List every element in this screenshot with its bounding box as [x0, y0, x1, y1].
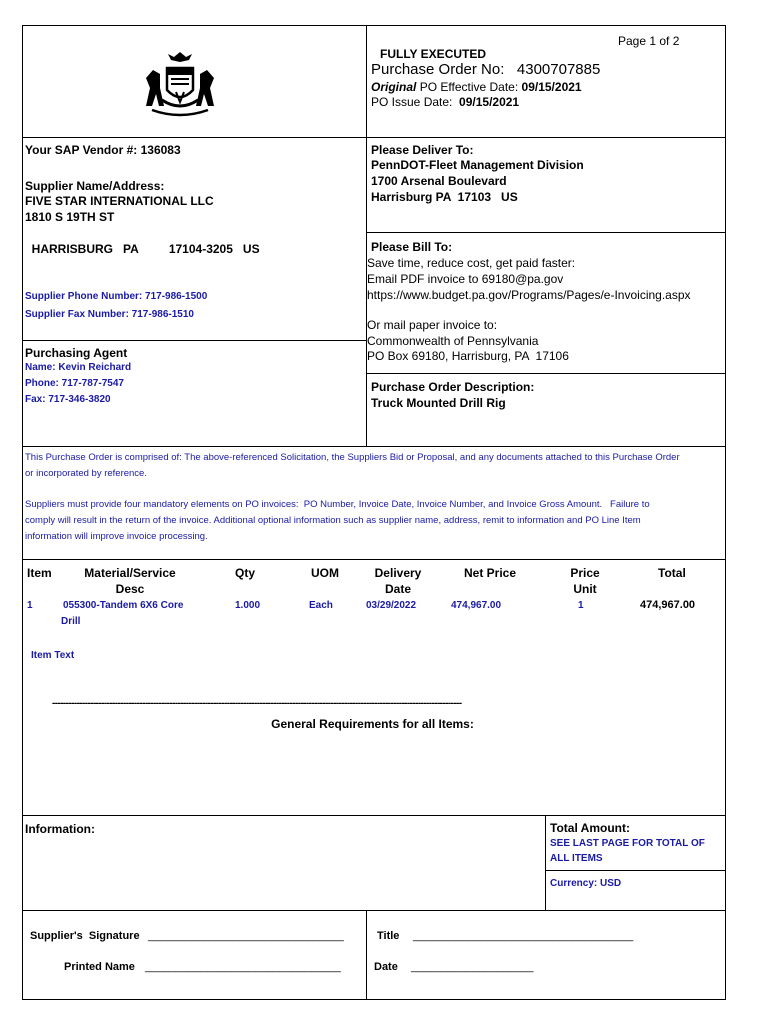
bill-heading: Please Bill To: [371, 240, 453, 254]
bill-einvoicing-url: https://www.budget.pa.gov/Programs/Pages/e-Invoicing.aspx [367, 288, 691, 302]
issue-date-label: PO Issue Date: [371, 95, 453, 109]
notice-para1-line1: This Purchase Order is comprised of: The above-referenced Solicitation, the Suppliers Bid or Proposal, and any documents attached to this Purchase Order [25, 452, 680, 463]
deliver-line-3: Harrisburg PA 17103 US [371, 190, 518, 204]
header-divider [366, 25, 367, 137]
row-price-unit: 1 [578, 600, 584, 611]
total-amount-label: Total Amount: [550, 821, 630, 835]
title-field[interactable]: ____________________________________ [413, 930, 634, 942]
col-header-net-price: Net Price [464, 566, 517, 580]
bill-line-1: Save time, reduce cost, get paid faster: [367, 256, 576, 270]
supplier-city-line [25, 225, 260, 257]
row-item: 1 [27, 600, 33, 611]
supplier-signature-label: Supplier's Signature [30, 930, 140, 942]
date-field[interactable]: ____________________ [411, 961, 534, 973]
col-header-material [60, 565, 200, 597]
outer-border-left [22, 25, 23, 1000]
effective-date-label: PO Effective Date: [419, 80, 519, 94]
title-label: Title [377, 930, 400, 942]
dashed-separator: ------------------------------------------------------------------------------------------------------------------------------------------------------ [52, 698, 462, 709]
total-note-line2: ALL ITEMS [550, 853, 603, 864]
supplier-signature-field[interactable]: ________________________________ [148, 930, 344, 942]
signature-top-line [22, 910, 726, 911]
agent-name: Name: Kevin Reichard [25, 362, 132, 373]
sap-vendor-label: Your SAP Vendor #: [25, 143, 138, 157]
row-delivery-date: 03/29/2022 [366, 600, 417, 611]
description-top-line [366, 373, 726, 374]
col-header-price-unit-line2: Unit [573, 582, 597, 596]
sap-vendor-line [25, 142, 181, 158]
supplier-label: Supplier Name/Address: [25, 179, 165, 193]
status-label: FULLY EXECUTED [380, 47, 487, 61]
row-total: 474,967.00 [640, 599, 696, 611]
row-net-price: 474,967.00 [451, 600, 502, 611]
total-note-line1: SEE LAST PAGE FOR TOTAL OF [550, 838, 705, 849]
item-text-label: Item Text [31, 650, 75, 661]
outer-border-top [22, 25, 726, 26]
supplier-country: US [242, 242, 260, 256]
purchase-order-number-line [371, 60, 600, 80]
agent-heading: Purchasing Agent [25, 346, 128, 360]
currency-top-line [545, 870, 726, 871]
supplier-zip: 17104-3205 [168, 242, 233, 256]
outer-border-right [725, 25, 726, 1000]
pennsylvania-coat-of-arms-seal [140, 48, 220, 120]
agent-phone: Phone: 717-787-7547 [25, 378, 124, 389]
deliver-heading: Please Deliver To: [371, 143, 474, 157]
deliver-bill-divider [366, 232, 726, 233]
signature-divider [366, 910, 367, 1000]
outer-border-bottom [22, 999, 726, 1000]
table-top-line [22, 559, 726, 560]
deliver-line-1: PennDOT-Fleet Management Division [371, 158, 584, 172]
general-requirements-heading: General Requirements for all Items: [271, 717, 474, 731]
supplier-fax: Supplier Fax Number: 717-986-1510 [25, 309, 194, 320]
page-number: Page 1 of 2 [618, 34, 680, 48]
information-label: Information: [25, 822, 95, 836]
po-number-label: Purchase Order No: [371, 61, 505, 78]
col-header-material-line1: Material/Service [84, 566, 176, 580]
col-header-qty: Qty [235, 566, 256, 580]
agent-top-line [22, 340, 367, 341]
notice-para2-line1: Suppliers must provide four mandatory elements on PO invoices: PO Number, Invoice Date, Invoice Number, and Invoice Gross Amount. Failure to [25, 499, 650, 510]
col-header-material-line2: Desc [115, 582, 145, 596]
supplier-name: FIVE STAR INTERNATIONAL LLC [25, 194, 214, 208]
effective-prefix: Original [371, 80, 417, 94]
description-heading: Purchase Order Description: [371, 380, 535, 394]
supplier-city: HARRISBURG [31, 242, 114, 256]
deliver-line-2: 1700 Arsenal Boulevard [371, 174, 507, 188]
po-effective-date-line [371, 79, 582, 95]
col-header-delivery [362, 565, 434, 597]
col-header-total: Total [658, 566, 686, 580]
notice-para2-line2: comply will result in the return of the invoice. Additional optional information such as supplier name, address, remit to information and PO Line Item [25, 515, 641, 526]
description-value: Truck Mounted Drill Rig [371, 396, 506, 410]
bill-line-4: Or mail paper invoice to: [367, 318, 498, 332]
effective-date-value: 09/15/2021 [521, 80, 582, 94]
col-header-price-unit [555, 565, 615, 597]
bill-line-6: PO Box 69180, Harrisburg, PA 17106 [367, 349, 569, 363]
col-header-uom: UOM [311, 566, 339, 580]
row-material-line1: 055300-Tandem 6X6 Core [63, 600, 184, 611]
sap-vendor-number: 136083 [140, 143, 181, 157]
supplier-state: PA [123, 242, 139, 256]
printed-name-field[interactable]: ________________________________ [145, 961, 341, 973]
bill-email-line: Email PDF invoice to 69180@pa.gov [367, 272, 564, 286]
printed-name-label: Printed Name [64, 961, 135, 973]
row-qty: 1.000 [235, 600, 261, 611]
col-header-delivery-line1: Delivery [374, 566, 422, 580]
row-material-line2: Drill [61, 616, 81, 627]
po-issue-date-line [371, 94, 519, 110]
notice-para1-line2: or incorporated by reference. [25, 468, 147, 479]
supplier-phone: Supplier Phone Number: 717-986-1500 [25, 291, 208, 302]
footer-top-line [22, 815, 726, 816]
currency-label: Currency: USD [550, 878, 622, 889]
date-label: Date [374, 961, 398, 973]
po-number-value: 4300707885 [516, 61, 601, 78]
col-header-price-unit-line1: Price [570, 566, 600, 580]
agent-fax: Fax: 717-346-3820 [25, 394, 111, 405]
row-uom: Each [309, 600, 333, 611]
notice-para2-line3: information will improve invoice processing. [25, 531, 208, 542]
supplier-street: 1810 S 19TH ST [25, 210, 115, 224]
bill-line-5: Commonwealth of Pennsylvania [367, 334, 539, 348]
col-header-delivery-line2: Date [384, 582, 411, 596]
issue-date-value: 09/15/2021 [459, 95, 520, 109]
col-header-item: Item [27, 566, 52, 580]
info-block-top-line [22, 446, 726, 447]
total-amount-divider [545, 815, 546, 910]
header-bottom-line [22, 137, 726, 138]
